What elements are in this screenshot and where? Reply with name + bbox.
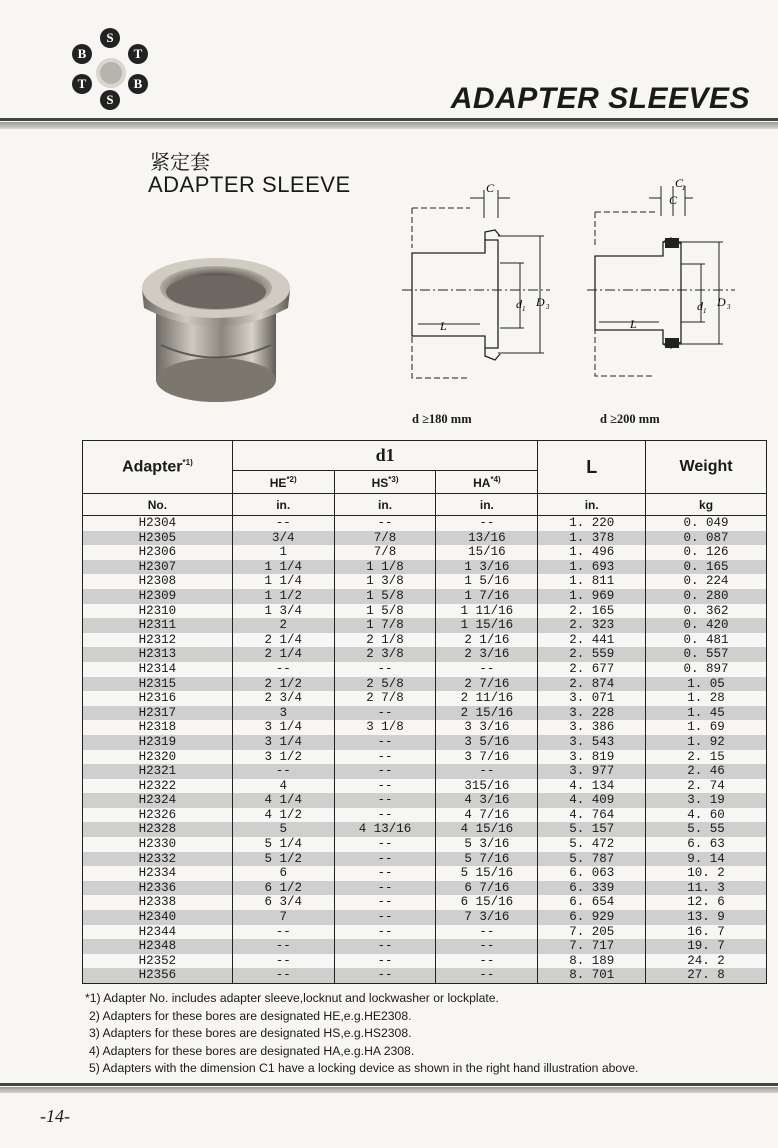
hs-unit: in. (334, 494, 436, 516)
weight-cell: 0. 087 (646, 531, 767, 546)
he-cell: 2 3/4 (232, 691, 334, 706)
dim-d3-label: D (717, 295, 726, 309)
ha-header: HA$^{*4)}$ (436, 471, 538, 494)
length-cell: 8. 701 (538, 968, 646, 983)
he-cell: 1 3/4 (232, 604, 334, 619)
table-row (83, 939, 767, 954)
table-row (83, 589, 767, 604)
length-cell: 5. 157 (538, 822, 646, 837)
hs-cell: 1 1/8 (334, 560, 436, 575)
table-row (83, 837, 767, 852)
adapter-no-cell: H2334 (83, 866, 233, 881)
adapter-no-cell: H2312 (83, 633, 233, 648)
ha-cell: -- (436, 764, 538, 779)
table-row (83, 677, 767, 692)
length-cell: 6. 654 (538, 895, 646, 910)
he-cell: 2 1/4 (232, 633, 334, 648)
hs-cell: 2 1/8 (334, 633, 436, 648)
ha-cell: 4 3/16 (436, 793, 538, 808)
footer-divider (0, 1083, 778, 1086)
hs-cell: -- (334, 895, 436, 910)
weight-cell: 0. 165 (646, 560, 767, 575)
hs-cell: -- (334, 706, 436, 721)
adapter-no-cell: H2336 (83, 881, 233, 896)
adapter-no-cell: H2306 (83, 545, 233, 560)
hs-cell: -- (334, 910, 436, 925)
table-row (83, 822, 767, 837)
hs-cell: -- (334, 662, 436, 677)
weight-cell: 1. 05 (646, 677, 767, 692)
hs-cell: -- (334, 793, 436, 808)
dim-d1-label: d (516, 297, 522, 311)
dim-l-label: L (440, 319, 447, 333)
he-cell: -- (232, 516, 334, 531)
length-cell: 2. 677 (538, 662, 646, 677)
weight-cell: 1. 28 (646, 691, 767, 706)
left-section-drawing (400, 178, 560, 388)
ha-cell: -- (436, 516, 538, 531)
table-row (83, 662, 767, 677)
footnote-5: 5) Adapters with the dimension C1 have a locking device as shown in the right hand illustration above. (89, 1061, 639, 1075)
hs-cell: -- (334, 954, 436, 969)
footnote-2: 2) Adapters for these bores are designated HE,e.g.HE2308. (89, 1008, 412, 1023)
ha-cell: 315/16 (436, 779, 538, 794)
table-row (83, 735, 767, 750)
length-cell: 2. 441 (538, 633, 646, 648)
adapter-no-cell: H2318 (83, 720, 233, 735)
svg-text:1: 1 (703, 307, 707, 315)
he-cell: 3 1/4 (232, 735, 334, 750)
dim-d3-label: D (536, 295, 545, 309)
table-row (83, 706, 767, 721)
hs-cell: -- (334, 750, 436, 765)
ha-cell: 6 15/16 (436, 895, 538, 910)
weight-cell: 0. 362 (646, 604, 767, 619)
hs-cell: -- (334, 968, 436, 983)
weight-header: Weight (646, 441, 767, 494)
ha-cell: 3 3/16 (436, 720, 538, 735)
table-row (83, 691, 767, 706)
length-cell: 8. 189 (538, 954, 646, 969)
adapter-header: Adapter$^{*1)}$ (83, 441, 233, 494)
weight-cell: 0. 557 (646, 647, 767, 662)
table-row (83, 560, 767, 575)
table-row (83, 604, 767, 619)
length-header: L (538, 441, 646, 494)
hs-cell: 2 3/8 (334, 647, 436, 662)
he-cell: 3 (232, 706, 334, 721)
length-cell: 3. 543 (538, 735, 646, 750)
footnote-1: *1) Adapter No. includes adapter sleeve,locknut and lockwasher or lockplate. (85, 991, 499, 1005)
adapter-no-cell: H2356 (83, 968, 233, 983)
weight-cell: 0. 126 (646, 545, 767, 560)
weight-cell: 0. 049 (646, 516, 767, 531)
table-row (83, 866, 767, 881)
he-cell: 1 (232, 545, 334, 560)
weight-cell: 4. 60 (646, 808, 767, 823)
he-cell: 4 1/2 (232, 808, 334, 823)
weight-cell: 24. 2 (646, 954, 767, 969)
adapter-no-cell: H2309 (83, 589, 233, 604)
table-row (83, 954, 767, 969)
ha-cell: -- (436, 968, 538, 983)
length-cell: 4. 134 (538, 779, 646, 794)
adapter-no-cell: H2310 (83, 604, 233, 619)
length-cell: 7. 717 (538, 939, 646, 954)
hs-cell: -- (334, 881, 436, 896)
length-cell: 2. 165 (538, 604, 646, 619)
length-cell: 1. 693 (538, 560, 646, 575)
table-row (83, 516, 767, 531)
adapter-sleeve-photo (136, 250, 301, 410)
adapter-no-cell: H2330 (83, 837, 233, 852)
weight-cell: 10. 2 (646, 866, 767, 881)
table-row (83, 910, 767, 925)
hs-cell: -- (334, 866, 436, 881)
logo-letter: B (72, 44, 92, 64)
hs-cell: 3 1/8 (334, 720, 436, 735)
he-cell: 3 1/2 (232, 750, 334, 765)
weight-cell: 5. 55 (646, 822, 767, 837)
length-cell: 6. 063 (538, 866, 646, 881)
weight-cell: 0. 420 (646, 618, 767, 633)
adapter-no-cell: H2340 (83, 910, 233, 925)
he-cell: -- (232, 968, 334, 983)
weight-cell: 1. 45 (646, 706, 767, 721)
weight-cell: 0. 280 (646, 589, 767, 604)
ha-cell: 15/16 (436, 545, 538, 560)
adapter-no-cell: H2321 (83, 764, 233, 779)
weight-cell: 1. 92 (646, 735, 767, 750)
right-section-drawing (585, 176, 745, 388)
table-row (83, 545, 767, 560)
adapter-no-cell: H2314 (83, 662, 233, 677)
he-cell: -- (232, 662, 334, 677)
ha-cell: 5 3/16 (436, 837, 538, 852)
header-divider (0, 118, 778, 121)
table-row (83, 852, 767, 867)
table-row (83, 633, 767, 648)
weight-cell: 19. 7 (646, 939, 767, 954)
weight-cell: 12. 6 (646, 895, 767, 910)
ha-cell: 1 15/16 (436, 618, 538, 633)
length-cell: 6. 339 (538, 881, 646, 896)
adapter-no-cell: H2352 (83, 954, 233, 969)
ha-cell: 13/16 (436, 531, 538, 546)
he-cell: 1 1/2 (232, 589, 334, 604)
adapter-no-cell: H2315 (83, 677, 233, 692)
hs-cell: 2 5/8 (334, 677, 436, 692)
ha-cell: 1 5/16 (436, 574, 538, 589)
page-number: -14- (40, 1106, 70, 1126)
adapter-no-cell: H2322 (83, 779, 233, 794)
hs-cell: 7/8 (334, 545, 436, 560)
table-row (83, 531, 767, 546)
ha-cell: 1 3/16 (436, 560, 538, 575)
table-row (83, 968, 767, 983)
footer-divider-shadow (0, 1087, 778, 1093)
length-cell: 3. 819 (538, 750, 646, 765)
dim-l-label: L (630, 317, 637, 331)
adapter-no-cell: H2304 (83, 516, 233, 531)
hs-cell: 1 5/8 (334, 589, 436, 604)
ha-cell: 2 1/16 (436, 633, 538, 648)
table-row (83, 764, 767, 779)
adapter-no-cell: H2320 (83, 750, 233, 765)
weight-unit: kg (646, 494, 767, 516)
header-divider-shadow (0, 122, 778, 129)
table-row (83, 793, 767, 808)
hs-cell: 2 7/8 (334, 691, 436, 706)
ha-cell: 3 7/16 (436, 750, 538, 765)
length-cell: 5. 787 (538, 852, 646, 867)
he-cell: 5 (232, 822, 334, 837)
ha-cell: 1 7/16 (436, 589, 538, 604)
svg-text:3: 3 (727, 303, 731, 311)
weight-cell: 1. 69 (646, 720, 767, 735)
length-unit: in. (538, 494, 646, 516)
ha-cell: 7 3/16 (436, 910, 538, 925)
ha-cell: -- (436, 925, 538, 940)
weight-cell: 2. 15 (646, 750, 767, 765)
length-cell: 4. 409 (538, 793, 646, 808)
ha-unit: in. (436, 494, 538, 516)
length-cell: 3. 386 (538, 720, 646, 735)
hs-cell: -- (334, 779, 436, 794)
length-cell: 1. 220 (538, 516, 646, 531)
adapter-no-cell: H2308 (83, 574, 233, 589)
section-heading: ADAPTER SLEEVE (148, 172, 351, 197)
weight-cell: 6. 63 (646, 837, 767, 852)
dim-c-label: C (486, 181, 495, 195)
hs-cell: -- (334, 939, 436, 954)
length-cell: 3. 071 (538, 691, 646, 706)
he-cell: -- (232, 925, 334, 940)
ha-cell: 1 11/16 (436, 604, 538, 619)
he-cell: 1 1/4 (232, 560, 334, 575)
ha-cell: 5 15/16 (436, 866, 538, 881)
table-row (83, 618, 767, 633)
he-cell: 4 (232, 779, 334, 794)
logo-letter: T (72, 74, 92, 94)
he-cell: -- (232, 939, 334, 954)
length-cell: 2. 559 (538, 647, 646, 662)
hs-cell: -- (334, 837, 436, 852)
length-cell: 2. 874 (538, 677, 646, 692)
length-cell: 3. 228 (538, 706, 646, 721)
ha-cell: 6 7/16 (436, 881, 538, 896)
hs-cell: 7/8 (334, 531, 436, 546)
he-cell: 3/4 (232, 531, 334, 546)
hs-cell: 1 5/8 (334, 604, 436, 619)
ha-cell: 5 7/16 (436, 852, 538, 867)
logo-letter: T (128, 44, 148, 64)
length-cell: 1. 378 (538, 531, 646, 546)
adapter-no-cell: H2326 (83, 808, 233, 823)
weight-cell: 13. 9 (646, 910, 767, 925)
table-row (83, 574, 767, 589)
hs-header: HS$^{*3)}$ (334, 471, 436, 494)
weight-cell: 16. 7 (646, 925, 767, 940)
hs-cell: 1 3/8 (334, 574, 436, 589)
adapter-no-cell: H2317 (83, 706, 233, 721)
hs-cell: 1 7/8 (334, 618, 436, 633)
length-cell: 6. 929 (538, 910, 646, 925)
ha-cell: 2 7/16 (436, 677, 538, 692)
left-drawing-caption: d ≥180 mm (412, 412, 472, 426)
table-row (83, 720, 767, 735)
he-cell: 2 (232, 618, 334, 633)
table-row (83, 647, 767, 662)
he-cell: 2 1/2 (232, 677, 334, 692)
adapter-no-cell: H2348 (83, 939, 233, 954)
he-unit: in. (232, 494, 334, 516)
hs-cell: -- (334, 516, 436, 531)
logo-letter: S (100, 90, 120, 110)
footnote-4: 4) Adapters for these bores are designated HA,e.g.HA 2308. (89, 1043, 415, 1058)
ha-cell: 2 3/16 (436, 647, 538, 662)
adapter-no-cell: H2332 (83, 852, 233, 867)
weight-cell: 0. 897 (646, 662, 767, 677)
he-cell: 4 1/4 (232, 793, 334, 808)
page-title: ADAPTER SLEEVES (450, 82, 750, 115)
weight-cell: 11. 3 (646, 881, 767, 896)
svg-text:3: 3 (546, 303, 550, 311)
he-cell: 3 1/4 (232, 720, 334, 735)
weight-cell: 9. 14 (646, 852, 767, 867)
footnote-3: 3) Adapters for these bores are designated HS,e.g.HS2308. (89, 1026, 412, 1040)
length-cell: 1. 811 (538, 574, 646, 589)
dim-c-label: C (669, 193, 678, 207)
ha-cell: -- (436, 954, 538, 969)
table-row (83, 925, 767, 940)
adapter-no-cell: H2311 (83, 618, 233, 633)
weight-cell: 27. 8 (646, 968, 767, 983)
adapter-no-cell: H2319 (83, 735, 233, 750)
hs-cell: -- (334, 764, 436, 779)
adapter-no-cell: H2313 (83, 647, 233, 662)
brand-logo (66, 26, 152, 112)
length-cell: 2. 323 (538, 618, 646, 633)
weight-cell: 0. 224 (646, 574, 767, 589)
he-header: HE$^{*2)}$ (232, 471, 334, 494)
adapter-no-cell: H2307 (83, 560, 233, 575)
table-row (83, 895, 767, 910)
adapter-no-cell: H2344 (83, 925, 233, 940)
weight-cell: 0. 481 (646, 633, 767, 648)
weight-cell: 3. 19 (646, 793, 767, 808)
adapter-no-cell: H2316 (83, 691, 233, 706)
he-cell: 2 1/4 (232, 647, 334, 662)
ha-cell: 2 11/16 (436, 691, 538, 706)
logo-center-ring (96, 58, 126, 88)
length-cell: 4. 764 (538, 808, 646, 823)
hs-cell: -- (334, 808, 436, 823)
dim-d1-label: d (697, 299, 703, 313)
weight-cell: 2. 46 (646, 764, 767, 779)
svg-text:1: 1 (522, 305, 526, 313)
he-cell: -- (232, 764, 334, 779)
hs-cell: -- (334, 852, 436, 867)
table-row (83, 779, 767, 794)
length-cell: 1. 496 (538, 545, 646, 560)
he-cell: 1 1/4 (232, 574, 334, 589)
length-cell: 7. 205 (538, 925, 646, 940)
hs-cell: -- (334, 925, 436, 940)
table-row (83, 881, 767, 896)
he-cell: 5 1/2 (232, 852, 334, 867)
he-cell: 7 (232, 910, 334, 925)
he-cell: 6 3/4 (232, 895, 334, 910)
length-cell: 5. 472 (538, 837, 646, 852)
hs-cell: -- (334, 735, 436, 750)
ha-cell: -- (436, 939, 538, 954)
adapter-no-cell: H2324 (83, 793, 233, 808)
he-cell: 5 1/4 (232, 837, 334, 852)
weight-cell: 2. 74 (646, 779, 767, 794)
adapter-no-cell: H2305 (83, 531, 233, 546)
ha-cell: 4 7/16 (436, 808, 538, 823)
d1-header: d1 (232, 441, 538, 471)
no-unit-header: No. (83, 494, 233, 516)
hs-cell: 4 13/16 (334, 822, 436, 837)
adapter-no-cell: H2328 (83, 822, 233, 837)
logo-letter: S (100, 28, 120, 48)
section-heading-chinese: 紧定套 (150, 150, 210, 174)
he-cell: 6 1/2 (232, 881, 334, 896)
specification-table (82, 440, 767, 984)
ha-cell: 3 5/16 (436, 735, 538, 750)
svg-text:1: 1 (682, 184, 686, 192)
ha-cell: 4 15/16 (436, 822, 538, 837)
right-drawing-caption: d ≥200 mm (600, 412, 660, 426)
adapter-no-cell: H2338 (83, 895, 233, 910)
he-cell: 6 (232, 866, 334, 881)
footnotes (85, 990, 638, 1078)
logo-letter: B (128, 74, 148, 94)
ha-cell: -- (436, 662, 538, 677)
length-cell: 3. 977 (538, 764, 646, 779)
he-cell: -- (232, 954, 334, 969)
table-row (83, 808, 767, 823)
ha-cell: 2 15/16 (436, 706, 538, 721)
dim-c1-label: C (675, 176, 684, 190)
table-row (83, 750, 767, 765)
length-cell: 1. 969 (538, 589, 646, 604)
